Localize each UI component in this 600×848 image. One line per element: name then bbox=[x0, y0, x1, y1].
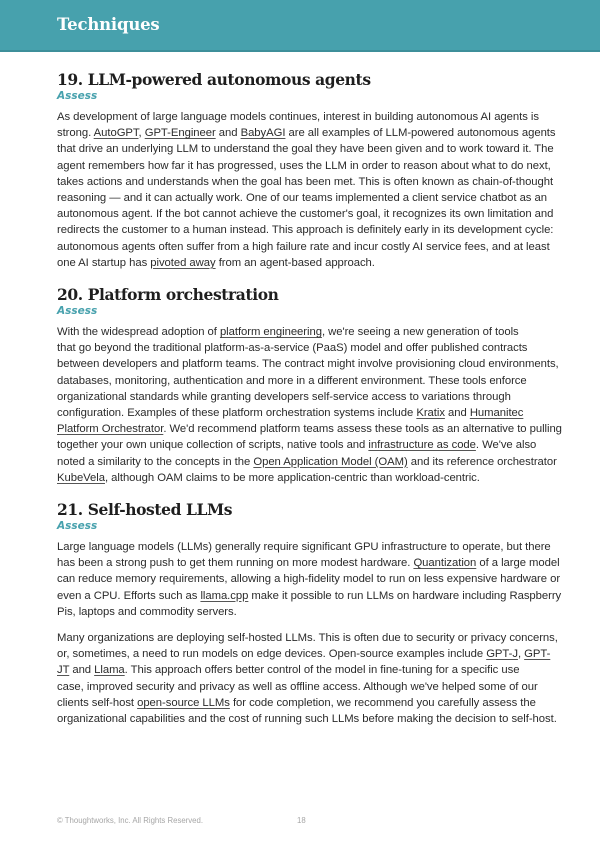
text-run: autonomous agent. If the bot cannot achieve the customer's goal, it recognizes its own limitation and bbox=[57, 208, 554, 221]
text-line bbox=[57, 239, 550, 255]
text-run: organizational capabilities and the cost of running such LLMs before making the decision to self-host. bbox=[57, 713, 557, 726]
section-title: 21. Self-hosted LLMs bbox=[57, 500, 233, 520]
text-run: Pis, laptops and commodity servers. bbox=[57, 605, 237, 618]
text-line bbox=[57, 555, 560, 571]
text-run: are all examples of LLM-powered autonomous agents bbox=[285, 127, 556, 140]
text-line bbox=[57, 604, 545, 620]
text-line bbox=[57, 421, 562, 437]
text-line bbox=[57, 356, 559, 372]
inline-link[interactable]: GPT-Engineer bbox=[144, 127, 216, 140]
text-line bbox=[57, 711, 557, 727]
text-run: . We've also bbox=[475, 439, 537, 452]
text-line bbox=[57, 141, 554, 157]
ring-label: Assess bbox=[57, 305, 98, 318]
text-run: Many organizations are deploying self-hosted LLMs. This is often due to security or privacy concerns, bbox=[57, 632, 558, 645]
inline-link[interactable]: KubeVela bbox=[57, 471, 105, 484]
text-run: case, improved security and privacy as well as offline access. Although we've helped some of our bbox=[57, 680, 538, 693]
text-run: . We'd recommend platform teams assess these tools as an alternative to pulling bbox=[163, 423, 562, 436]
text-line bbox=[57, 109, 545, 125]
text-run: strong. bbox=[57, 127, 94, 140]
text-run: and bbox=[444, 407, 470, 420]
text-run: make it possible to run LLMs on hardware including Raspberry bbox=[248, 589, 562, 602]
text-run: organizational standards while granting developers self-service access to variations through bbox=[57, 390, 511, 403]
text-line bbox=[57, 340, 545, 356]
section-body bbox=[57, 109, 556, 271]
text-run: clients self-host bbox=[57, 696, 138, 709]
text-line bbox=[57, 324, 545, 340]
text-run: configuration. Examples of these platform orchestration systems include bbox=[57, 407, 417, 420]
text-run: Large language models (LLMs) generally require significant GPU infrastructure to operate, but there bbox=[57, 541, 551, 554]
paragraph bbox=[57, 539, 562, 620]
inline-link[interactable]: GPT- bbox=[524, 648, 551, 661]
text-run: redirects the customer to a human instead. This approach is definitely early in its development cycle: bbox=[57, 224, 554, 237]
inline-link[interactable]: infrastructure as code bbox=[368, 439, 476, 452]
inline-link[interactable]: GPT-J bbox=[486, 648, 518, 661]
text-line bbox=[57, 190, 545, 206]
text-line bbox=[57, 630, 558, 646]
paragraph bbox=[57, 630, 558, 727]
text-run: of a large model bbox=[476, 557, 560, 570]
text-line bbox=[57, 125, 556, 141]
inline-link[interactable]: BabyAGI bbox=[240, 127, 286, 140]
inline-link[interactable]: JT bbox=[57, 664, 70, 677]
text-run: autonomous agents often suffer from a high failure rate and incur costly AI service fees, and at least bbox=[57, 240, 550, 253]
section-body bbox=[57, 539, 562, 727]
text-line bbox=[57, 158, 551, 174]
text-run: from an agent-based approach. bbox=[215, 256, 375, 269]
text-run: agent remembers how far it has progressed, uses the LLM in order to reason about what to do next, bbox=[57, 159, 551, 172]
text-run: noted a similarity to the concepts in the bbox=[57, 455, 254, 468]
text-run: and bbox=[69, 664, 95, 677]
inline-link[interactable]: llama.cpp bbox=[200, 589, 249, 602]
text-run: , bbox=[517, 648, 525, 661]
text-line bbox=[57, 470, 545, 486]
text-run: together your own unique collection of scripts, native tools and bbox=[57, 439, 369, 452]
text-run: and bbox=[215, 127, 241, 140]
text-line bbox=[57, 174, 554, 190]
text-line bbox=[57, 571, 561, 587]
text-line bbox=[57, 405, 545, 421]
inline-link[interactable]: Humanitec bbox=[469, 407, 524, 420]
ring-label: Assess bbox=[57, 90, 98, 102]
text-line bbox=[57, 255, 545, 271]
text-line bbox=[57, 695, 545, 711]
text-line bbox=[57, 206, 554, 222]
text-run: has been a strong push to get them running on more modest hardware. bbox=[57, 557, 414, 570]
text-run: between developers and platform teams. The contract might involve provisioning cloud environments, bbox=[57, 358, 559, 371]
text-run: and its reference orchestrator bbox=[407, 455, 557, 468]
text-line bbox=[57, 679, 545, 695]
text-run: As development of large language models continues, interest in building autonomous AI agents is bbox=[57, 111, 539, 123]
inline-link[interactable]: Kratix bbox=[416, 407, 445, 420]
text-line bbox=[57, 662, 545, 678]
text-run: takes actions and understands when the goal has been met. This is often known as chain-of-thought bbox=[57, 175, 554, 188]
text-line bbox=[57, 389, 545, 405]
section-self-hosted-llms bbox=[57, 500, 562, 727]
section-llm-powered-autonomous-agents bbox=[57, 70, 556, 271]
text-line bbox=[57, 437, 545, 453]
text-run: . This approach offers better control of the model in fine-tuning for a specific use bbox=[124, 664, 520, 677]
copyright-text: © Thoughtworks, Inc. All Rights Reserved. bbox=[57, 816, 204, 825]
text-run: for code completion, we recommend you carefully assess the bbox=[229, 696, 536, 709]
text-line bbox=[57, 373, 545, 389]
text-run: , we're seeing a new generation of tools bbox=[321, 326, 519, 339]
header-title: Techniques bbox=[57, 15, 160, 34]
text-run: one AI startup has bbox=[57, 256, 151, 269]
section-title: 19. LLM-powered autonomous agents bbox=[57, 70, 371, 89]
inline-link[interactable]: pivoted away bbox=[150, 256, 216, 269]
inline-link[interactable]: AutoGPT bbox=[93, 127, 139, 140]
text-run: even a CPU. Efforts such as bbox=[57, 589, 201, 602]
inline-link[interactable]: Platform Orchestrator bbox=[57, 423, 164, 436]
text-run: can reduce memory requirements, allowing a high-fidelity model to run on less expensive hardware or bbox=[57, 573, 561, 586]
text-run: With the widespread adoption of bbox=[57, 326, 220, 339]
text-line bbox=[57, 646, 551, 662]
text-line bbox=[57, 222, 554, 238]
text-run: or, sometimes, a need to run models on edge devices. Open-source examples include bbox=[57, 648, 487, 661]
inline-link[interactable]: Llama bbox=[94, 664, 125, 677]
text-run: , although OAM claims to be more application-centric than workload-centric. bbox=[104, 471, 480, 484]
text-line bbox=[57, 454, 557, 470]
section-title: 20. Platform orchestration bbox=[57, 285, 279, 305]
inline-link[interactable]: Quantization bbox=[413, 557, 477, 570]
section-platform-orchestration bbox=[57, 285, 562, 486]
page-number: 18 bbox=[297, 816, 306, 825]
ring-label: Assess bbox=[57, 520, 98, 533]
text-run: reasoning — and it can actually work. One of our teams implemented a client service chatbot as an bbox=[57, 192, 547, 205]
text-run: that drive an underlying LLM to understand the goal they have been given and to work toward it. The bbox=[57, 143, 554, 156]
header-band bbox=[0, 0, 600, 52]
section-body bbox=[57, 324, 562, 486]
text-run: databases, monitoring, authentication and more in a different environment. These tools enforce bbox=[57, 374, 527, 387]
paragraph bbox=[57, 109, 556, 271]
paragraph bbox=[57, 324, 562, 486]
text-run: , bbox=[138, 127, 145, 140]
main-content bbox=[57, 70, 562, 741]
text-line bbox=[57, 539, 551, 555]
text-line bbox=[57, 588, 562, 604]
inline-link[interactable]: platform engineering bbox=[219, 326, 322, 339]
inline-link[interactable]: open-source LLMs bbox=[137, 696, 230, 709]
text-run: that go beyond the traditional platform-as-a-service (PaaS) model and offer published contracts bbox=[57, 342, 528, 355]
inline-link[interactable]: Open Application Model (OAM) bbox=[253, 455, 408, 468]
